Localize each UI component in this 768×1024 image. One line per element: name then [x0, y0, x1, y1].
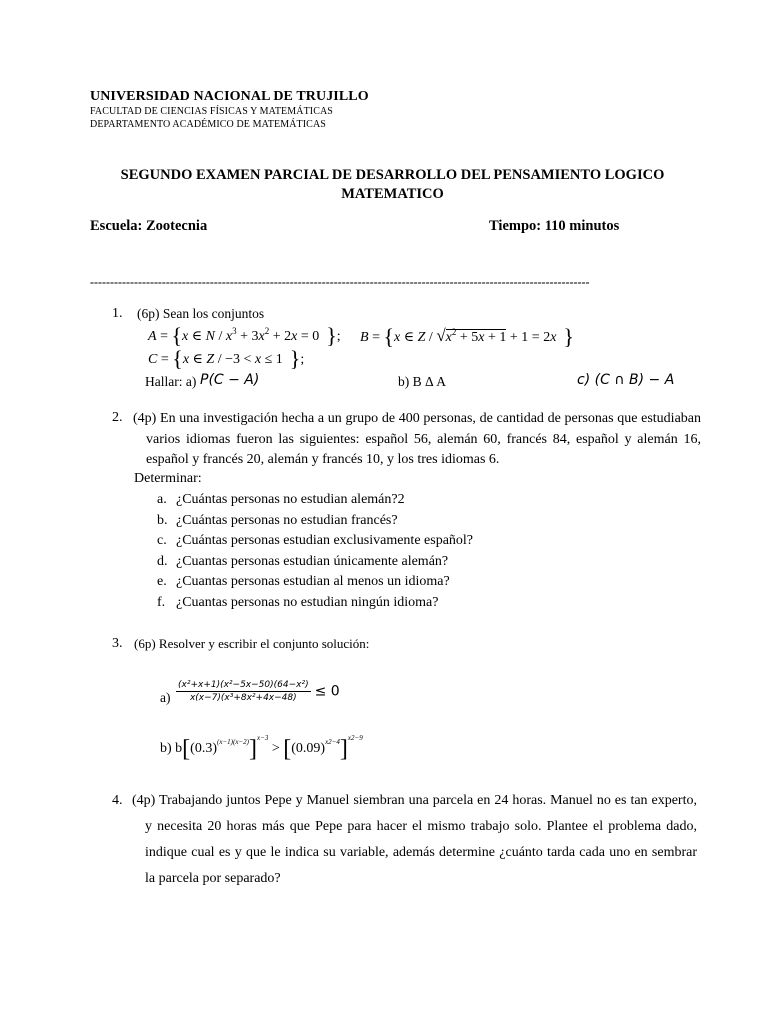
- q1-find-label: Hallar: a): [145, 374, 197, 389]
- q3-intro: (6p) Resolver y escribir el conjunto solución:: [134, 636, 370, 651]
- q1-part-c: c) (C ∩ B) − A: [577, 372, 675, 388]
- q2-item-letter: d.: [157, 554, 168, 569]
- q2-item-letter: a.: [157, 492, 167, 507]
- q2-item-letter: f.: [157, 595, 166, 610]
- q1-intro: (6p) Sean los conjuntos: [137, 306, 265, 321]
- q3-b-left-inner-exp: (x−1)(x−2): [217, 738, 249, 746]
- q3-b-right-outer-exp: x2−9: [347, 734, 363, 742]
- q3-b-left-outer-exp: x−3: [257, 734, 269, 742]
- q3-b-inequality: b) $b[(0.3)^{(x-1)(x-2)}]^{x-3} > [(0.09)^{x2-4}]^{x2-9}$: [160, 734, 363, 762]
- exam-title-line2: MATEMATICO: [341, 186, 444, 202]
- q3-a-numerator: (x²+x+1)(x²−5x−50)(64−x²): [178, 680, 309, 690]
- q3-b-right-base: (0.09): [291, 741, 326, 756]
- q4-text: (4p) Trabajando juntos Pepe y Manuel siembran una parcela en 24 horas. Manuel no es tan experto, y necesita 20 horas más que Pepe para hacer el mismo trabajo solo. Plantee el problema dado, indique cual es y que le indica su variable, además determine ¿cuánto tarda cada uno en sembrar la parcela por separado?: [132, 793, 697, 886]
- q2-item-letter: e.: [157, 574, 167, 589]
- q2-item-text: ¿Cuántas personas no estudian alemán?2: [176, 492, 405, 507]
- q3-a-denominator: x(x−7)(x³+8x²+4x−48): [189, 693, 297, 703]
- q2-item-text: ¿Cuantas personas estudian al menos un idioma?: [176, 574, 450, 589]
- divider-line: -----------------------------------------------------------------------------------------------------------------------------: [90, 275, 590, 289]
- q2-item-letter: c.: [157, 533, 167, 548]
- exam-title-line1: SEGUNDO EXAMEN PARCIAL DE DESARROLLO DEL PENSAMIENTO LOGICO: [120, 167, 665, 183]
- q1-part-b: b) B Δ A: [398, 374, 447, 389]
- q3-b-left-base: (0.3): [190, 741, 217, 756]
- q2-text: (4p) En una investigación hecha a un grupo de 400 personas, de cantidad de personas que estudiaban varios idiomas fueron las siguientes: español 56, alemán 60, francés 84, español y alemán 16, español y francés 20, alemán y francés 10, y los tres idiomas 6.: [133, 411, 701, 467]
- q4-number: 4.: [112, 793, 123, 808]
- q1-set-b: B = {x ∈ $Z / √x^2 + 5x + 1 + 1 = 2x$ }: [360, 324, 574, 349]
- q3-b-relation: >: [271, 741, 280, 756]
- q3-number: 3.: [112, 636, 123, 651]
- q2-item-text: ¿Cuantas personas estudian únicamente alemán?: [176, 554, 449, 569]
- q3-b-right-inner-exp: x2−4: [325, 738, 340, 746]
- q2-item-text: ¿Cuántas personas no estudian francés?: [176, 513, 398, 528]
- q1-set-c: C = {x ∈ Z / −3 < x ≤ 1 };: [148, 346, 305, 371]
- q2-item-text: ¿Cuántas personas estudian exclusivamente español?: [176, 533, 474, 548]
- q2-number: 2.: [112, 410, 123, 425]
- school-label: Escuela: Zootecnia: [90, 218, 208, 234]
- time-label: Tiempo: 110 minutos: [489, 218, 620, 234]
- q2-item-text: ¿Cuantas personas no estudian ningún idioma?: [176, 595, 439, 610]
- q3-b-label: b) b: [160, 741, 183, 756]
- university-name: UNIVERSIDAD NACIONAL DE TRUJILLO: [90, 89, 369, 104]
- q2-determine: Determinar:: [134, 471, 202, 486]
- q1-part-a: P(C − A): [200, 372, 260, 388]
- department-name: DEPARTAMENTO ACADÉMICO DE MATEMÁTICAS: [90, 119, 326, 130]
- q3-a-label: a): [160, 690, 171, 705]
- q3-a-relation: ≤ 0: [314, 683, 340, 700]
- q3-a-inequality: [176, 680, 340, 703]
- faculty-name: FACULTAD DE CIENCIAS FÍSICAS Y MATEMÁTICAS: [90, 106, 333, 117]
- q1-set-a: A = {x ∈ $N / x^3 + 3x^2 + 2x = 0$ };: [148, 323, 341, 348]
- q1-number: 1.: [112, 306, 123, 321]
- q2-item-letter: b.: [157, 513, 168, 528]
